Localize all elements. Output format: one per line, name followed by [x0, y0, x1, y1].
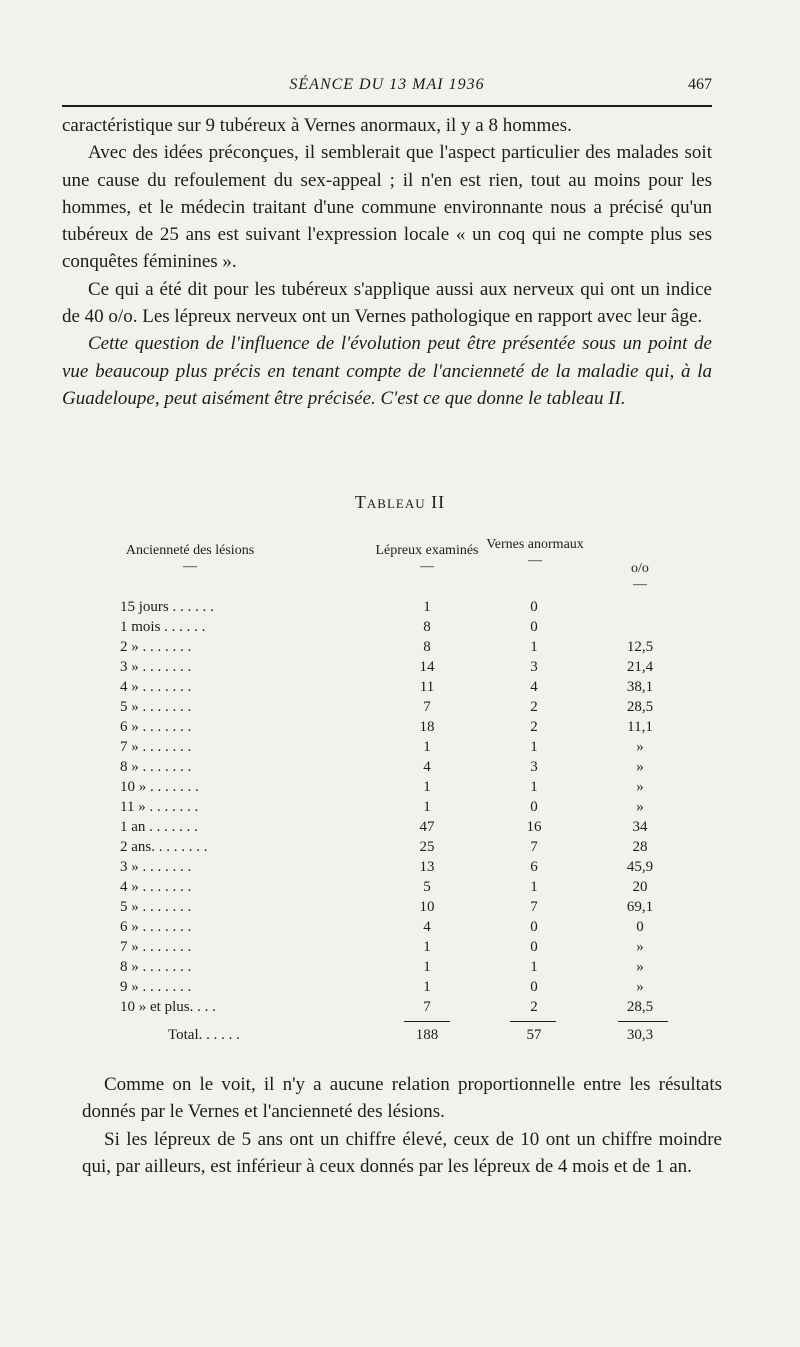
cell-lepreux: 47 — [419, 819, 435, 835]
cell-lepreux: 8 — [423, 639, 431, 655]
row-label: 5 » . . . . . . . — [120, 699, 192, 715]
table-row — [0, 817, 800, 837]
cell-vernes: 7 — [530, 899, 538, 915]
cell-vernes: 2 — [530, 719, 538, 735]
table-row — [0, 897, 800, 917]
row-label: 7 » . . . . . . . — [120, 739, 192, 755]
cell-vernes: 1 — [530, 739, 538, 755]
table-row — [0, 857, 800, 877]
cell-lepreux: 1 — [423, 959, 431, 975]
cell-vernes: 3 — [530, 759, 538, 775]
cell-vernes: 6 — [530, 859, 538, 875]
table-row — [0, 997, 800, 1017]
cell-pct: 28,5 — [626, 999, 654, 1015]
row-label: 10 » . . . . . . . — [120, 779, 199, 795]
table-row — [0, 757, 800, 777]
paragraph-4: Cette question de l'influence de l'évolution peut être présentée sous un point de vue beaucoup plus précis en tenant compte de l'ancienneté de la maladie qui, à la Guadeloupe, peut aisément être précisée. C'est ce que donne le tableau II. — [62, 333, 712, 409]
row-label: 4 » . . . . . . . — [120, 879, 192, 895]
cell-lepreux: 4 — [423, 759, 431, 775]
paragraph-6: Si les lépreux de 5 ans ont un chiffre élevé, ceux de 10 ont un chiffre moindre qui, par ailleurs, est inférieur à ceux donnés par les lépreux de 4 mois et de 1 an. — [82, 1128, 722, 1177]
col-header-dash: — — [183, 559, 197, 574]
row-label: 3 » . . . . . . . — [120, 859, 192, 875]
cell-vernes: 2 — [530, 699, 538, 715]
cell-pct: » — [636, 959, 644, 975]
paragraph-3: Ce qui a été dit pour les tubéreux s'applique aussi aux nerveux qui ont un indice de 40 o/o. Les lépreux nerveux ont un Vernes pathologique en rapport avec leur âge. — [62, 278, 712, 328]
table-row — [0, 697, 800, 717]
table-total-row — [0, 1025, 800, 1045]
cell-lepreux: 14 — [419, 659, 435, 675]
cell-vernes: 0 — [530, 599, 538, 615]
col-header-lepreux-label: Lépreux examinés — [375, 543, 479, 558]
cell-lepreux: 18 — [419, 719, 435, 735]
cell-pct: » — [636, 799, 644, 815]
table-row — [0, 717, 800, 737]
cell-vernes: 0 — [530, 939, 538, 955]
table-row — [0, 977, 800, 997]
table-row — [0, 737, 800, 757]
row-label: 6 » . . . . . . . — [120, 919, 192, 935]
body-text-top — [62, 112, 712, 412]
sum-line-vernes — [510, 1021, 556, 1022]
cell-lepreux: 13 — [419, 859, 435, 875]
sum-line-pct — [618, 1021, 668, 1022]
row-label: 2 » . . . . . . . — [120, 639, 192, 655]
cell-lepreux: 1 — [423, 779, 431, 795]
cell-pct: » — [636, 739, 644, 755]
col-header-pct — [610, 560, 670, 592]
total-label: Total. . . . . . — [168, 1027, 240, 1043]
cell-pct: 28 — [632, 839, 648, 855]
table-row — [0, 937, 800, 957]
total-vernes: 57 — [526, 1027, 542, 1043]
cell-lepreux: 10 — [419, 899, 435, 915]
cell-pct: 28,5 — [626, 699, 654, 715]
cell-pct: 20 — [632, 879, 648, 895]
row-label: 15 jours . . . . . . — [120, 599, 214, 615]
cell-pct: 38,1 — [626, 679, 654, 695]
row-label: 5 » . . . . . . . — [120, 899, 192, 915]
cell-vernes: 1 — [530, 779, 538, 795]
cell-vernes: 16 — [526, 819, 542, 835]
total-pct: 30,3 — [626, 1027, 654, 1043]
paragraph-1: caractéristique sur 9 tubéreux à Vernes anormaux, il y a 8 hommes. — [62, 115, 572, 136]
row-label: 7 » . . . . . . . — [120, 939, 192, 955]
paragraph-2: Avec des idées préconçues, il semblerait que l'aspect particulier des malades soit une cause du refoulement du sex-appeal ; il n'en est rien, tout au moins pour les hommes, et le médecin traitant d'une commune environnante nous a précisé qu'un tubéreux de 25 ans est suivant l'expression locale « un coq qui ne compte plus ses conquêtes féminines ». — [62, 142, 712, 273]
row-label: 8 » . . . . . . . — [120, 759, 192, 775]
col-header-vernes — [480, 536, 590, 568]
cell-pct: 12,5 — [626, 639, 654, 655]
table-title: Tableau II — [354, 492, 446, 512]
row-label: 11 » . . . . . . . — [120, 799, 199, 815]
cell-vernes: 0 — [530, 799, 538, 815]
sum-line-lepreux — [404, 1021, 450, 1022]
running-title: SÉANCE DU 13 MAI 1936 — [289, 76, 485, 93]
cell-vernes: 1 — [530, 639, 538, 655]
page-number: 467 — [688, 76, 712, 93]
cell-pct: » — [636, 759, 644, 775]
cell-vernes: 4 — [530, 679, 538, 695]
row-label: 3 » . . . . . . . — [120, 659, 192, 675]
row-label: 4 » . . . . . . . — [120, 679, 192, 695]
cell-pct: 21,4 — [626, 659, 654, 675]
row-label: 1 an . . . . . . . — [120, 819, 198, 835]
cell-lepreux: 8 — [423, 619, 431, 635]
col-header-vernes-label: Vernes anormaux — [486, 537, 584, 552]
cell-pct: 34 — [632, 819, 648, 835]
cell-vernes: 3 — [530, 659, 538, 675]
cell-lepreux: 1 — [423, 799, 431, 815]
col-header-anciennete — [120, 542, 260, 574]
cell-lepreux: 4 — [423, 919, 431, 935]
table-row — [0, 917, 800, 937]
table-row — [0, 957, 800, 977]
row-label: 6 » . . . . . . . — [120, 719, 192, 735]
cell-vernes: 7 — [530, 839, 538, 855]
cell-lepreux: 1 — [423, 939, 431, 955]
col-header-dash: — — [420, 559, 434, 574]
cell-lepreux: 5 — [423, 879, 431, 895]
col-header-anciennete-label: Ancienneté des lésions — [125, 543, 255, 558]
cell-pct: 69,1 — [626, 899, 654, 915]
cell-pct: 45,9 — [626, 859, 654, 875]
row-label: 8 » . . . . . . . — [120, 959, 192, 975]
col-header-pct-label: o/o — [631, 561, 649, 576]
cell-vernes: 1 — [530, 959, 538, 975]
table-row — [0, 797, 800, 817]
cell-pct: » — [636, 779, 644, 795]
table-row — [0, 617, 800, 637]
paragraph-5: Comme on le voit, il n'y a aucune relation proportionnelle entre les résultats donnés par le Vernes et l'ancienneté des lésions. — [82, 1074, 722, 1123]
cell-pct: 0 — [636, 919, 644, 935]
page-header — [62, 76, 712, 100]
header-rule — [62, 105, 712, 107]
total-lepreux: 188 — [415, 1027, 439, 1043]
table-row — [0, 877, 800, 897]
cell-vernes: 1 — [530, 879, 538, 895]
col-header-lepreux — [372, 542, 482, 574]
col-header-dash: — — [633, 577, 647, 592]
cell-pct: » — [636, 979, 644, 995]
cell-pct: 11,1 — [627, 719, 653, 735]
cell-vernes: 0 — [530, 619, 538, 635]
body-text-bottom — [82, 1071, 722, 1180]
cell-lepreux: 7 — [423, 999, 431, 1015]
table-row — [0, 677, 800, 697]
row-label: 1 mois . . . . . . — [120, 619, 206, 635]
cell-vernes: 0 — [530, 919, 538, 935]
cell-pct: » — [636, 939, 644, 955]
table-row — [0, 597, 800, 617]
cell-lepreux: 1 — [423, 599, 431, 615]
cell-lepreux: 1 — [423, 739, 431, 755]
row-label: 9 » . . . . . . . — [120, 979, 192, 995]
table-row — [0, 777, 800, 797]
row-label: 10 » et plus. . . . — [120, 999, 216, 1015]
cell-lepreux: 7 — [423, 699, 431, 715]
table-row — [0, 637, 800, 657]
row-label: 2 ans. . . . . . . . — [120, 839, 208, 855]
table-row — [0, 837, 800, 857]
cell-vernes: 0 — [530, 979, 538, 995]
cell-lepreux: 1 — [423, 979, 431, 995]
cell-lepreux: 11 — [419, 679, 435, 695]
col-header-dash: — — [528, 553, 542, 568]
cell-vernes: 2 — [530, 999, 538, 1015]
table-row — [0, 657, 800, 677]
cell-lepreux: 25 — [419, 839, 435, 855]
